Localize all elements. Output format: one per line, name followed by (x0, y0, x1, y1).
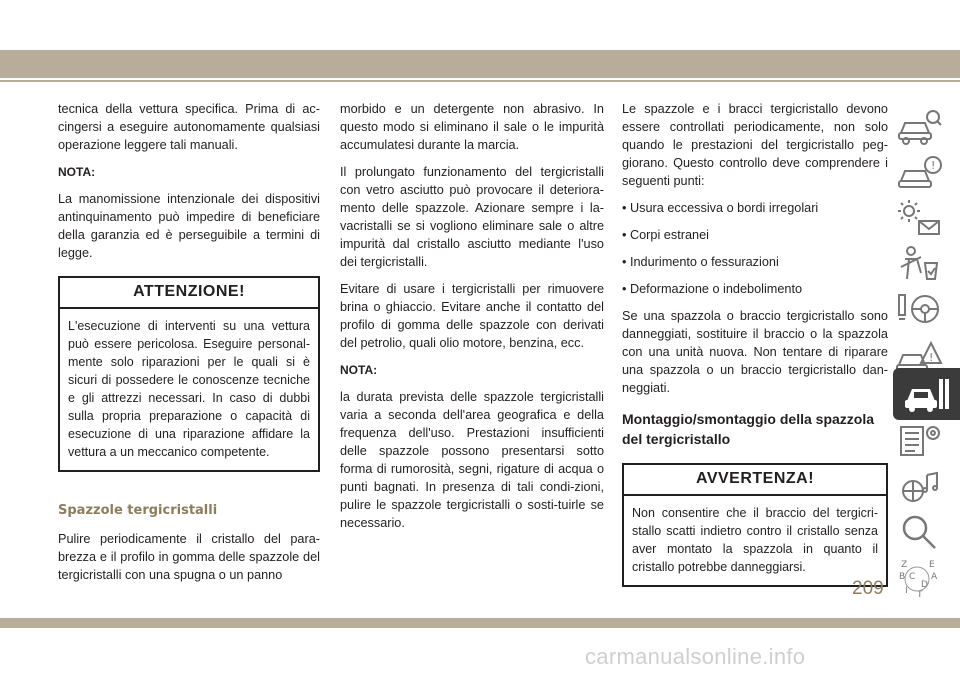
lights-climate-icon[interactable] (893, 192, 945, 244)
caution-text: Non consentire che il braccio del tergicri-stallo scatti indietro contro il cristallo senza aver montato la spazzola in quanto il cristallo potrebbe danneggiarsi. (632, 506, 878, 574)
svg-text:D: D (921, 580, 928, 590)
svg-text:!: ! (931, 159, 936, 172)
bullet-item: • Deformazione o indebolimento (622, 282, 803, 296)
index-icon[interactable] (893, 552, 945, 604)
caution-title: AVVERTENZA! (624, 465, 886, 496)
header-band (0, 50, 960, 78)
note-label: NOTA: (340, 363, 378, 377)
paragraph: Il prolungato funzionamento del tergicristalli con vetro asciutto può provocare il deteriora-mento delle spazzole. Azionare sempre i la-vacristalli se si vogliono eliminare sale o altre impurità dal cristallo asciutto mediante l'uso dei tergicristalli. (340, 165, 604, 269)
starting-driving-icon[interactable] (893, 284, 945, 336)
paragraph: Evitare di usare i tergicristalli per rimuovere brina o ghiaccio. Evitare anche il contatto del profilo di gomma delle spazzole con derivati del petrolio, quali olio motore, benzina, ecc. (340, 282, 604, 350)
bullet-item: • Indurimento o fessurazioni (622, 255, 779, 269)
warning-text: L'esecuzione di interventi su una vettura può essere pericolosa. Eseguire personal-mente solo riparazioni per le quali si è sicuri di possedere le conoscenze tecniche e gli attrezzi necessari. In caso di dubbi sulla propria preparazione o capacità di esecuzione di una riparazione affidare la vettura a un meccanico competente. (68, 319, 310, 459)
specifications-icon[interactable] (893, 414, 945, 466)
column-left (58, 100, 320, 593)
svg-text:B: B (899, 572, 906, 582)
customer-assistance-icon[interactable] (893, 506, 945, 558)
page-number: 209 (852, 578, 884, 599)
paragraph: Le spazzole e i bracci tergicristallo devono essere controllati periodicamente, non solo quando le prestazioni del tergicristallo peg-giorano. Questo controllo deve comprendere i seguenti punti: (622, 102, 888, 188)
note-text: la durata prevista delle spazzole tergicristalli varia a seconda dell'area geografica e della frequenza dell'uso. Prestazioni insufficienti delle spazzole possono presentarsi sotto forma di rumorosità, segni, rigature di acqua o punti bagnati. In presenza di tali condi-zioni, pulire le spazzole tergicristalli o sosti-tuirle se necessario. (340, 390, 604, 530)
section-title: Montaggio/smontaggio della spazzola del tergicristallo (622, 411, 875, 447)
svg-text:I: I (905, 586, 908, 596)
car-info-icon[interactable] (893, 100, 945, 152)
paragraph: Se una spazzola o braccio tergicristallo sono danneggiati, sostituire il braccio o la spazzola con una unità nuova. Non tentare di riparare una spazzola o un braccio tergicristallo dan-neggiati. (622, 309, 888, 395)
section-title: Spazzole tergicristalli (58, 503, 218, 518)
warning-title: ATTENZIONE! (60, 278, 318, 309)
note-label: NOTA: (58, 165, 96, 179)
svg-text:Z: Z (901, 560, 908, 570)
svg-text:A: A (931, 572, 938, 582)
warning-box (58, 276, 320, 472)
column-middle (340, 100, 604, 541)
svg-text:C: C (909, 572, 916, 582)
footer-band (0, 618, 960, 628)
dashboard-warning-icon[interactable] (893, 146, 945, 198)
safety-icon[interactable] (893, 238, 945, 290)
maintenance-icon[interactable] (893, 368, 960, 420)
paragraph: morbido e un detergente non abrasivo. In questo modo si eliminano il sale o le impurità accumulatesi durante la marcia. (340, 102, 604, 152)
bullet-item: • Corpi estranei (622, 228, 709, 242)
caution-box (622, 463, 888, 587)
note-text: La manomissione intenzionale dei dispositivi antinquinamento può impedire di beneficiare della garanzia ed è perseguibile a termini di legge. (58, 192, 320, 260)
paragraph: Pulire periodicamente il cristallo del para-brezza e il profilo in gomma delle spazzole del tergicristalli con una spugna o un panno (58, 532, 320, 582)
paragraph: tecnica della vettura specifica. Prima di ac-cingersi a eseguire autonomamente qualsiasi operazione leggere tali manuali. (58, 102, 320, 152)
column-right (622, 100, 888, 587)
svg-text:E: E (929, 560, 935, 570)
bullet-item: • Usura eccessiva o bordi irregolari (622, 201, 819, 215)
watermark: carmanualsonline.info (585, 644, 806, 669)
svg-text:T: T (917, 590, 923, 599)
header-rule (0, 80, 960, 82)
multimedia-icon[interactable] (893, 460, 945, 512)
svg-text:!: ! (929, 351, 934, 364)
